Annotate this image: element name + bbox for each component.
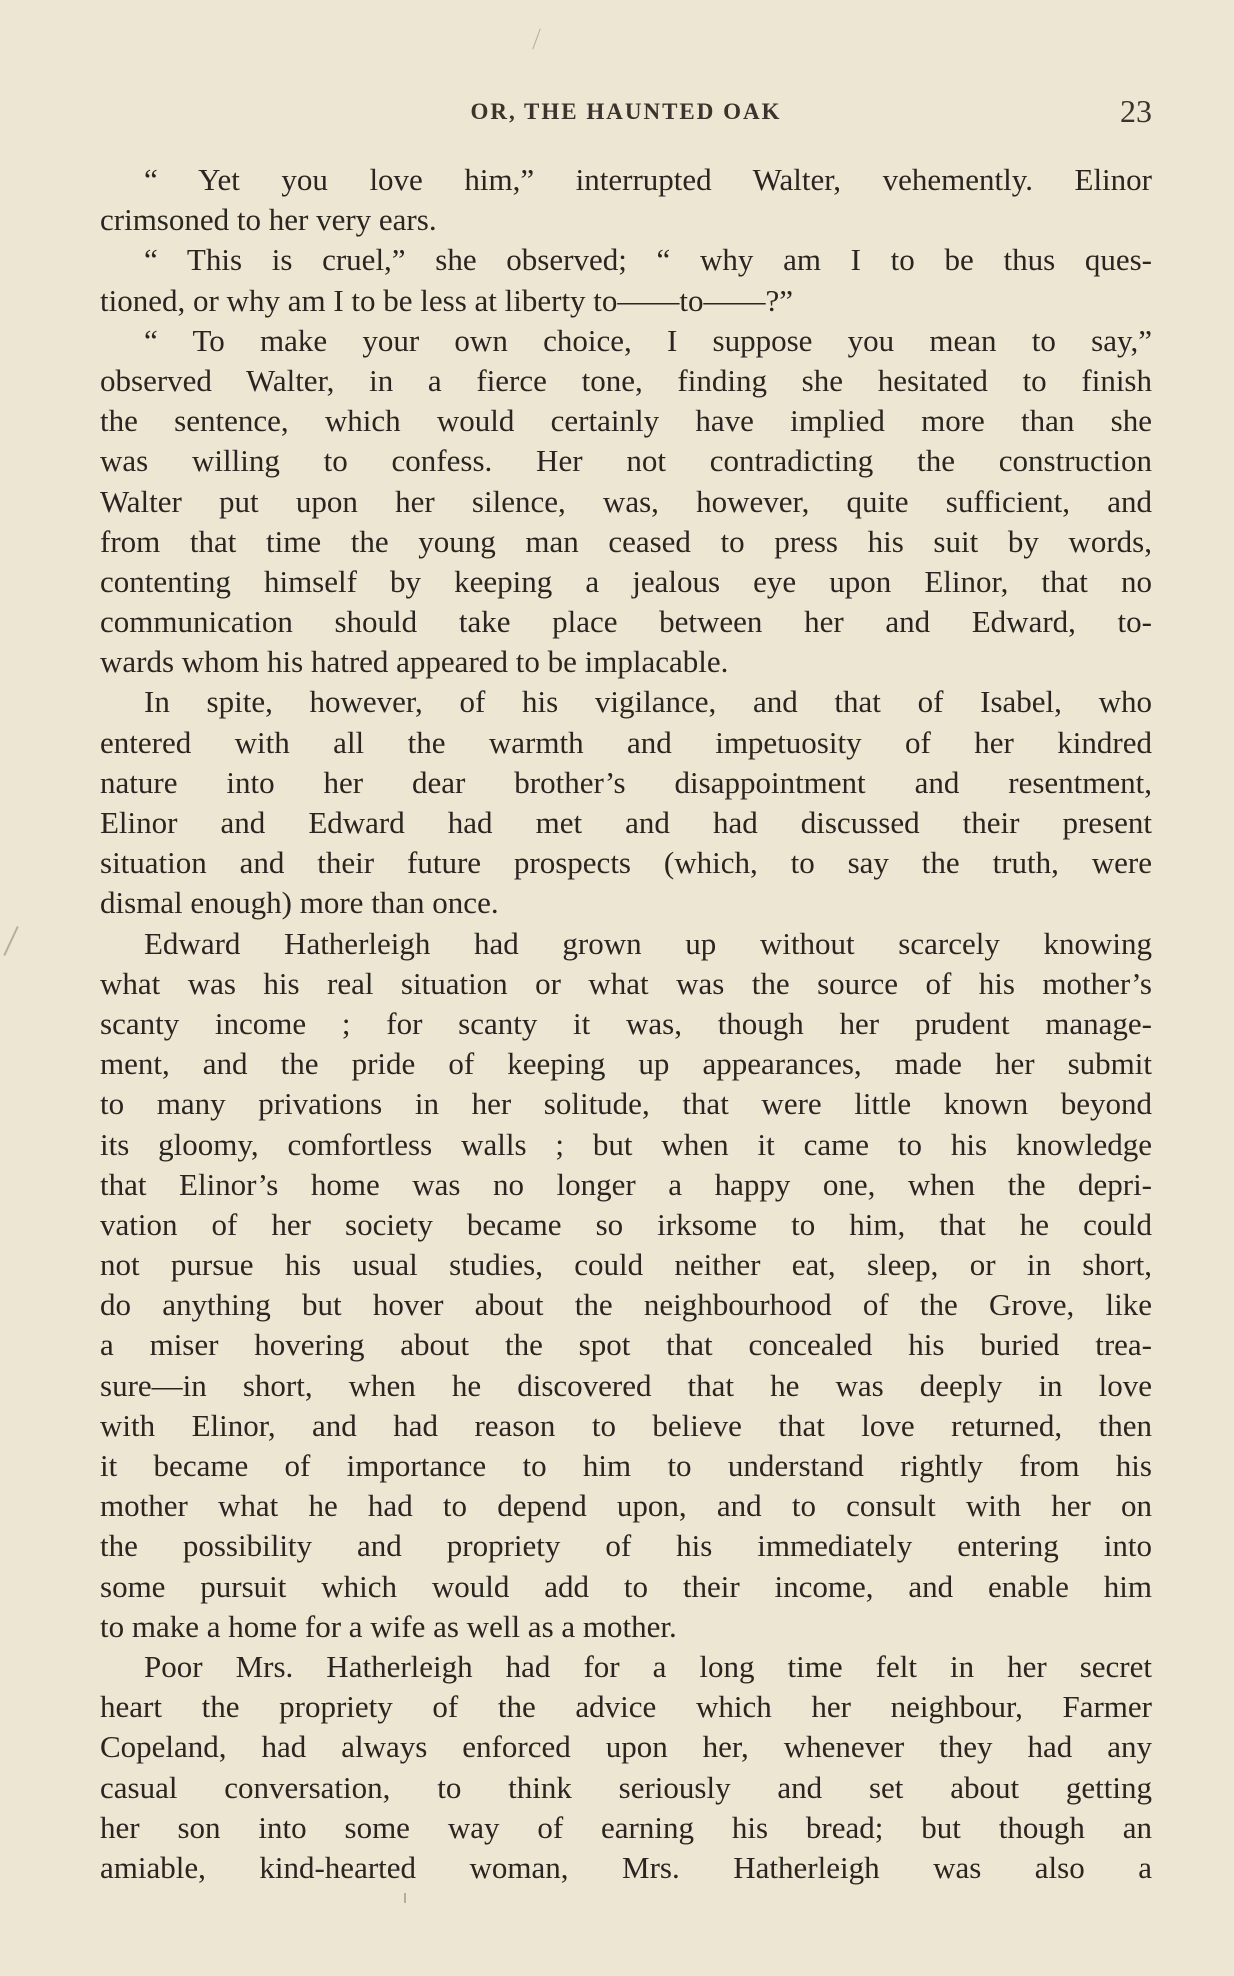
text-line: “ This is cruel,” she observed; “ why am I to be thus ques-: [144, 242, 1152, 278]
text-line: ment, and the pride of keeping up appearances, made her submit: [100, 1046, 1152, 1082]
text-line: “ Yet you love him,” interrupted Walter, vehemently. Elinor: [144, 162, 1152, 197]
text-line: mother what he had to depend upon, and to consult with her on: [100, 1488, 1152, 1524]
text-line: that Elinor’s home was no longer a happy one, when the depri-: [100, 1166, 1152, 1202]
text-line: Poor Mrs. Hatherleigh had for a long time felt in her secret: [144, 1648, 1152, 1684]
page-number: 23: [1120, 93, 1152, 129]
text-line: situation and their future prospects (which, to say the truth, were: [100, 845, 1152, 881]
text-line: her son into some way of earning his bread; but though an: [100, 1809, 1152, 1845]
text-line: amiable, kind-hearted woman, Mrs. Hatherleigh was also a: [100, 1849, 1152, 1885]
text-line: wards whom his hatred appeared to be implacable.: [100, 644, 729, 680]
text-line: casual conversation, to think seriously and set about getting: [100, 1769, 1152, 1805]
text-line: crimsoned to her very ears.: [100, 202, 437, 238]
text-line: not pursue his usual studies, could neither eat, sleep, or in short,: [100, 1247, 1152, 1283]
text-line: Elinor and Edward had met and had discussed their present: [100, 805, 1152, 840]
text-line: sure—in short, when he discovered that he was deeply in love: [100, 1367, 1152, 1403]
text-line: Edward Hatherleigh had grown up without scarcely knowing: [144, 925, 1152, 961]
text-line: tioned, or why am I to be less at liberty to——to——?”: [100, 282, 794, 318]
text-line: vation of her society became so irksome to him, that he could: [100, 1206, 1152, 1242]
pencil-mark: [532, 28, 540, 49]
text-line: Copeland, had always enforced upon her, whenever they had any: [100, 1729, 1152, 1765]
text-line: its gloomy, comfortless walls ; but when it came to his knowledge: [100, 1126, 1152, 1162]
text-line: the sentence, which would certainly have implied more than she: [100, 403, 1152, 439]
text-line: nature into her dear brother’s disappointment and resentment,: [100, 764, 1152, 800]
text-line: some pursuit which would add to their income, and enable him: [100, 1568, 1152, 1604]
text-line: communication should take place between her and Edward, to-: [100, 604, 1152, 640]
text-line: “ To make your own choice, I suppose you mean to say,”: [144, 322, 1152, 358]
text-line: with Elinor, and had reason to believe that love returned, then: [100, 1407, 1152, 1443]
running-head: [100, 95, 1152, 135]
running-title: OR, THE HAUNTED OAK: [470, 99, 782, 124]
text-line: was willing to confess. Her not contradicting the construction: [100, 443, 1152, 479]
body-text: [100, 160, 1152, 1888]
text-line: to make a home for a wife as well as a mother.: [100, 1608, 677, 1644]
text-line: heart the propriety of the advice which her neighbour, Farmer: [100, 1689, 1152, 1725]
text-line: observed Walter, in a fierce tone, finding she hesitated to finish: [100, 362, 1152, 398]
text-line: a miser hovering about the spot that concealed his buried trea-: [100, 1327, 1152, 1363]
text-line: scanty income ; for scanty it was, though her prudent manage-: [100, 1005, 1152, 1041]
text-line: Walter put upon her silence, was, however, quite sufficient, and: [100, 483, 1152, 519]
text-line: to many privations in her solitude, that were little known beyond: [100, 1086, 1152, 1122]
pencil-mark: [404, 1893, 406, 1903]
text-line: contenting himself by keeping a jealous eye upon Elinor, that no: [100, 563, 1152, 599]
text-line: the possibility and propriety of his immediately entering into: [100, 1528, 1152, 1564]
text-line: it became of importance to him to understand rightly from his: [100, 1448, 1152, 1483]
text-line: dismal enough) more than once.: [100, 885, 499, 921]
text-line: what was his real situation or what was the source of his mother’s: [100, 965, 1152, 1001]
text-line: In spite, however, of his vigilance, and that of Isabel, who: [144, 684, 1152, 720]
text-line: entered with all the warmth and impetuosity of her kindred: [100, 724, 1152, 760]
pencil-mark: [3, 926, 18, 956]
text-line: do anything but hover about the neighbourhood of the Grove, like: [100, 1287, 1152, 1323]
text-line: from that time the young man ceased to press his suit by words,: [100, 523, 1152, 559]
